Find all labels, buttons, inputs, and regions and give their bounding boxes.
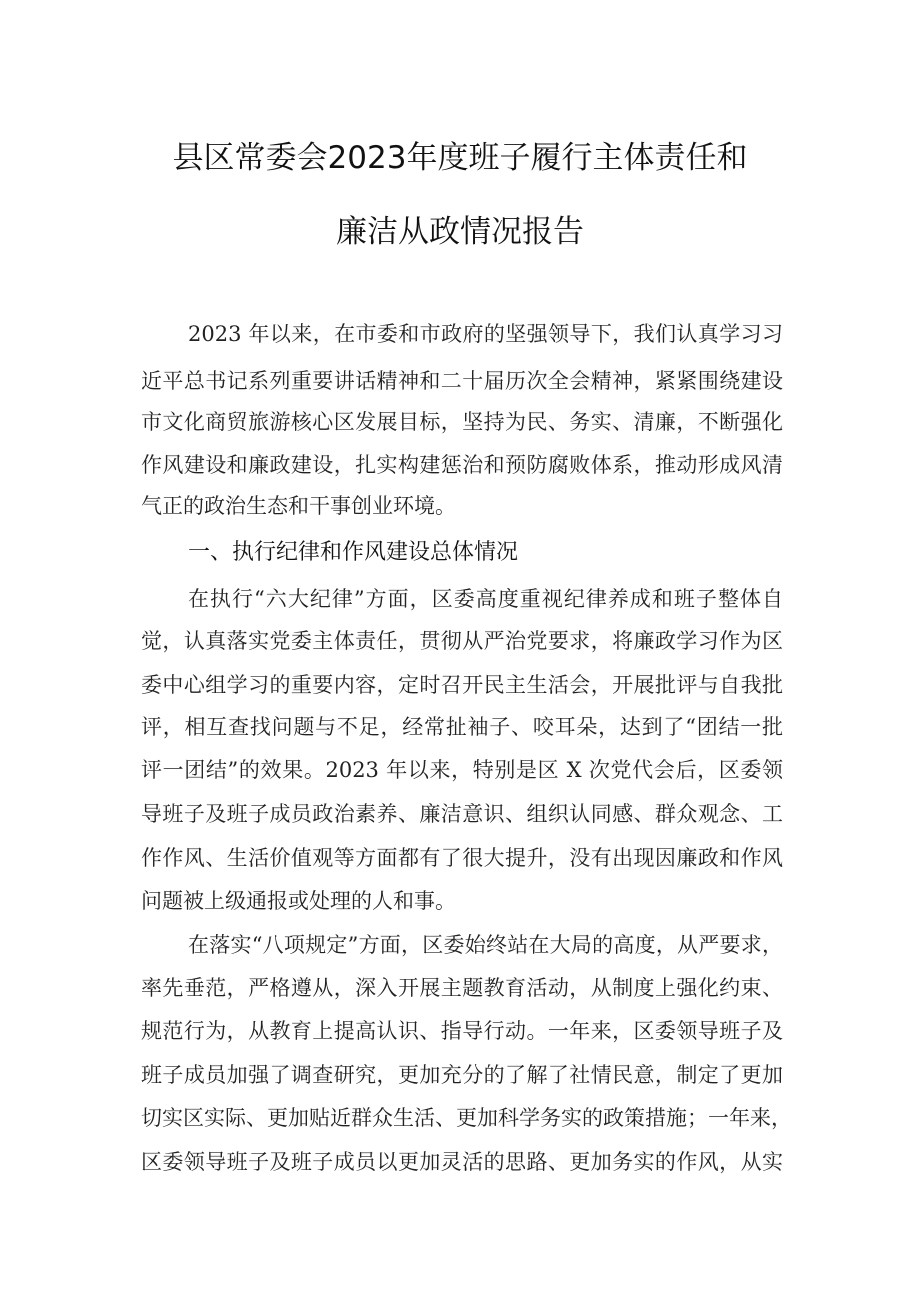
- section-heading-1: 一、执行纪律和作风建设总体情况: [188, 540, 519, 565]
- paragraph-3-line-3: 规范行为，从教育上提高认识、指导行动。一年来，区委领导班子及: [141, 1019, 783, 1043]
- paragraph-2-line-6: 导班子及班子成员政治素养、廉洁意识、组织认同感、群众观念、工: [141, 802, 783, 826]
- document-title-line-2: 廉洁从政情况报告: [336, 214, 584, 250]
- paragraph-1-line-5: 气正的政治生态和干事创业环境。: [141, 494, 456, 518]
- paragraph-2-line-5: 评一团结”的效果。2023 年以来，特别是区 X 次党代会后，区委领: [141, 758, 783, 782]
- paragraph-3-line-4: 班子成员加强了调查研究，更加充分的了解了社情民意，制定了更加: [141, 1063, 783, 1087]
- paragraph-2-line-7: 作作风、生活价值观等方面都有了很大提升，没有出现因廉政和作风: [141, 846, 783, 870]
- paragraph-1-line-2: 近平总书记系列重要讲话精神和二十届历次全会精神，紧紧围绕建设: [141, 369, 783, 393]
- paragraph-1-line-1: 2023 年以来，在市委和市政府的坚强领导下，我们认真学习习: [188, 322, 783, 346]
- paragraph-2-line-8: 问题被上级通报或处理的人和事。: [141, 889, 456, 913]
- paragraph-2-line-1: 在执行“六大纪律”方面，区委高度重视纪律养成和班子整体自: [188, 587, 783, 611]
- paragraph-3-line-2: 率先垂范，严格遵从，深入开展主题教育活动，从制度上强化约束、: [141, 976, 783, 1000]
- paragraph-2-line-3: 委中心组学习的重要内容，定时召开民主生活会，开展批评与自我批: [141, 673, 783, 697]
- paragraph-3-line-5: 切实区实际、更加贴近群众生活、更加科学务实的政策措施；一年来，: [141, 1106, 792, 1130]
- paragraph-2-line-2: 觉，认真落实党委主体责任，贯彻从严治党要求，将廉政学习作为区: [141, 629, 783, 653]
- paragraph-2-line-4: 评，相互查找问题与不足，经常扯袖子、咬耳朵，达到了“团结一批: [141, 715, 783, 739]
- paragraph-1-line-4: 作风建设和廉政建设，扎实构建惩治和预防腐败体系，推动形成风清: [141, 453, 783, 477]
- paragraph-1-line-3: 市文化商贸旅游核心区发展目标，坚持为民、务实、清廉，不断强化: [141, 410, 783, 434]
- document-title-line-1: 县区常委会2023年度班子履行主体责任和: [172, 140, 748, 176]
- paragraph-3-line-1: 在落实“八项规定”方面，区委始终站在大局的高度，从严要求，: [188, 933, 783, 957]
- paragraph-3-line-6: 区委领导班子及班子成员以更加灵活的思路、更加务实的作风，从实: [141, 1150, 783, 1174]
